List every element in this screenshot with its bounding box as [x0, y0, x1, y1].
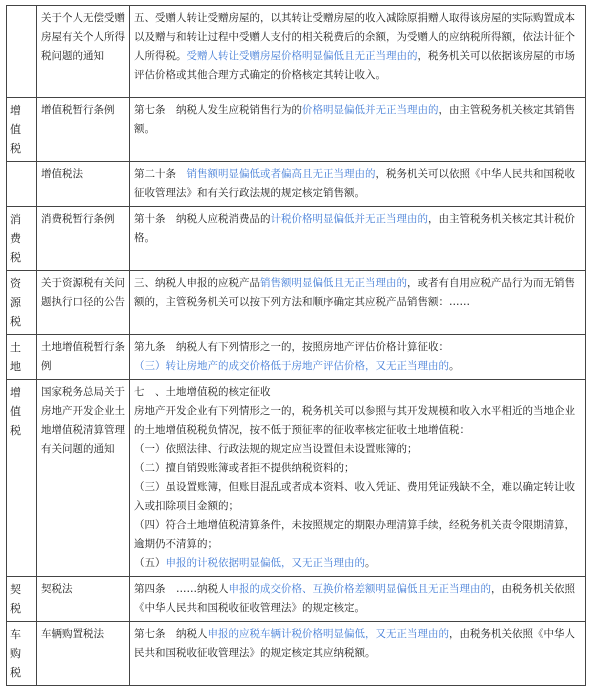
clause-text: （二）擅自销毁账簿或者拒不提供纳税资料的； — [134, 462, 355, 474]
clause-text: 七 、土地增值税的核定征收 — [134, 386, 271, 398]
tax-type-char: 增 — [10, 104, 21, 117]
tax-type-cell — [7, 271, 37, 335]
clause-line — [134, 402, 581, 440]
clause-line — [134, 383, 581, 402]
highlighted-phrase: 销售额明显偏低且无正当理由的 — [260, 277, 407, 289]
clause-text: 。 — [365, 557, 376, 569]
clause-text: 三、纳税人申报的应税产品 — [134, 277, 260, 289]
clause-line — [134, 338, 581, 357]
table-row — [7, 577, 586, 622]
tax-type-char: 增 — [10, 386, 21, 399]
highlighted-phrase: 申报的应税车辆计税价格明显偏低，又无正当理由的 — [207, 628, 449, 640]
clause-text: 第四条 ……纳税人 — [134, 583, 229, 595]
tax-type-char: 资 — [10, 277, 21, 290]
table-row — [7, 6, 586, 98]
clause-cell — [130, 6, 586, 98]
tax-type-char: 税 — [10, 251, 21, 264]
clause-text: ，由主管税务机关核定其销售额。 — [134, 104, 575, 135]
tax-type-cell — [7, 335, 37, 380]
clause-text: 第十条 纳税人应税消费品的 — [134, 213, 271, 225]
clause-text: 第七条 纳税人 — [134, 628, 208, 640]
tax-type-cell — [7, 162, 37, 207]
law-name-cell: 关于个人无偿受赠房屋有关个人所得税问题的通知 — [37, 6, 130, 98]
clause-text: ，由税务机关依照《中华人民共和国税收征收管理法》的规定核定。 — [134, 583, 575, 614]
clause-line — [134, 459, 581, 478]
clause-text: ，由主管税务机关核定其计税价格。 — [134, 213, 575, 244]
tax-type-char: 消 — [10, 213, 21, 226]
tax-type-char: 车 — [10, 628, 21, 641]
law-name-cell: 关于资源税有关问题执行口径的公告 — [37, 271, 130, 335]
table-row — [7, 207, 586, 271]
highlighted-phrase: 受赠人转让受赠房屋价格明显偏低且无正当理由的 — [186, 50, 418, 62]
clause-line — [134, 516, 581, 554]
clause-text: （四）符合土地增值税清算条件，未按照规定的期限办理清算手续，经税务机关责令限期清算，逾期仍不清算的； — [134, 519, 575, 550]
law-name-cell: 国家税务总局关于房地产开发企业土地增值税清算管理有关问题的通知 — [37, 380, 130, 577]
tax-type-char: 值 — [10, 123, 21, 136]
clause-text: （三）虽设置账簿，但账目混乱或者成本资料、收入凭证、费用凭证残缺不全，难以确定转让收入或扣除项目金额的； — [134, 481, 575, 512]
table-row — [7, 380, 586, 577]
highlighted-phrase: 销售额明显偏低或者偏高且无正当理由的 — [186, 168, 376, 180]
clause-cell — [130, 162, 586, 207]
table-row — [7, 98, 586, 162]
law-name-cell: 车辆购置税法 — [37, 622, 130, 686]
clause-cell — [130, 622, 586, 686]
tax-type-char: 税 — [10, 602, 21, 615]
clause-text: ，税务机关可以依照《中华人民共和国税收征收管理法》和有关行政法规的规定核定销售额。 — [134, 168, 575, 199]
clause-cell — [130, 335, 586, 380]
law-name-cell: 消费税暂行条例 — [37, 207, 130, 271]
highlighted-phrase: 申报的计税依据明显偏低，又无正当理由的 — [165, 557, 365, 569]
law-name-cell: 增值税法 — [37, 162, 130, 207]
clause-line — [134, 440, 581, 459]
clause-text: ，或者有自用应税产品行为而无销售额的，主管税务机关可以按下列方法和顺序确定其应税产品销售额：…… — [134, 277, 575, 308]
highlighted-phrase: 转让房地产的成交价格低于房地产评估价格，又无正当理由的 — [165, 360, 449, 372]
tax-law-table — [6, 5, 586, 686]
tax-type-char: 值 — [10, 405, 21, 418]
clause-cell — [130, 98, 586, 162]
clause-text: 第九条 纳税人有下列情形之一的，按照房地产评估价格计算征收： — [134, 341, 449, 353]
clause-text: 五、受赠人转让受赠房屋的，以其转让受赠房屋的收入减除原捐赠人取得该房屋的实际购置成本以及赠与和转让过程中受赠人支付的相关税费后的余额，为受赠人的应纳税所得额，依法计征个人所得税。 — [134, 12, 575, 62]
table-row — [7, 271, 586, 335]
tax-type-char: 购 — [10, 647, 21, 660]
clause-text: （五） — [134, 557, 166, 569]
tax-type-char: 税 — [10, 315, 21, 328]
tax-type-cell — [7, 207, 37, 271]
highlighted-phrase: 申报的成交价格、互换价格差额明显偏低且无正当理由的 — [228, 583, 491, 595]
tax-type-char: 源 — [10, 296, 21, 309]
tax-type-char: 税 — [10, 424, 21, 437]
law-name-cell: 土地增值税暂行条例 — [37, 335, 130, 380]
clause-cell — [130, 577, 586, 622]
clause-cell — [130, 207, 586, 271]
tax-type-cell — [7, 577, 37, 622]
law-name-cell: 契税法 — [37, 577, 130, 622]
tax-type-cell — [7, 622, 37, 686]
tax-type-cell — [7, 98, 37, 162]
table-row — [7, 335, 586, 380]
table-row — [7, 162, 586, 207]
tax-type-char: 税 — [10, 142, 21, 155]
clause-text: 。 — [449, 360, 460, 372]
highlighted-phrase: 价格明显偏低并无正当理由的 — [302, 104, 439, 116]
clause-line — [134, 478, 581, 516]
tax-type-char: 费 — [10, 232, 21, 245]
clause-text: 第七条 纳税人发生应税销售行为的 — [134, 104, 302, 116]
tax-type-char: 契 — [10, 583, 21, 596]
highlighted-phrase: 计税价格明显偏低并无正当理由的 — [270, 213, 428, 225]
tax-type-char: 税 — [10, 666, 21, 679]
clause-text: ，税务机关可以依据该房屋的市场评估价格或其他合理方式确定的价格核定其转让收入。 — [134, 50, 575, 81]
clause-cell — [130, 380, 586, 577]
clause-text: ，由税务机关依照《中华人民共和国税收征收管理法》的规定核定其应纳税额。 — [134, 628, 575, 659]
clause-line — [134, 554, 581, 573]
tax-type-char: 地 — [10, 360, 21, 373]
tax-type-char: 土 — [10, 341, 21, 354]
tax-type-cell — [7, 6, 37, 98]
table-row — [7, 622, 586, 686]
law-name-cell: 增值税暂行条例 — [37, 98, 130, 162]
clause-text: （一）依照法律、行政法规的规定应当设置但未设置账簿的； — [134, 443, 418, 455]
clause-cell — [130, 271, 586, 335]
clause-text: 房地产开发企业有下列情形之一的，税务机关可以参照与其开发规模和收入水平相近的当地企业的土地增值税税负情况，按不低于预征率的征收率核定征收土地增值税： — [134, 405, 575, 436]
highlighted-phrase: （三） — [134, 360, 166, 372]
tax-type-cell — [7, 380, 37, 577]
clause-line — [134, 357, 581, 376]
clause-text: 第二十条 — [134, 168, 187, 180]
